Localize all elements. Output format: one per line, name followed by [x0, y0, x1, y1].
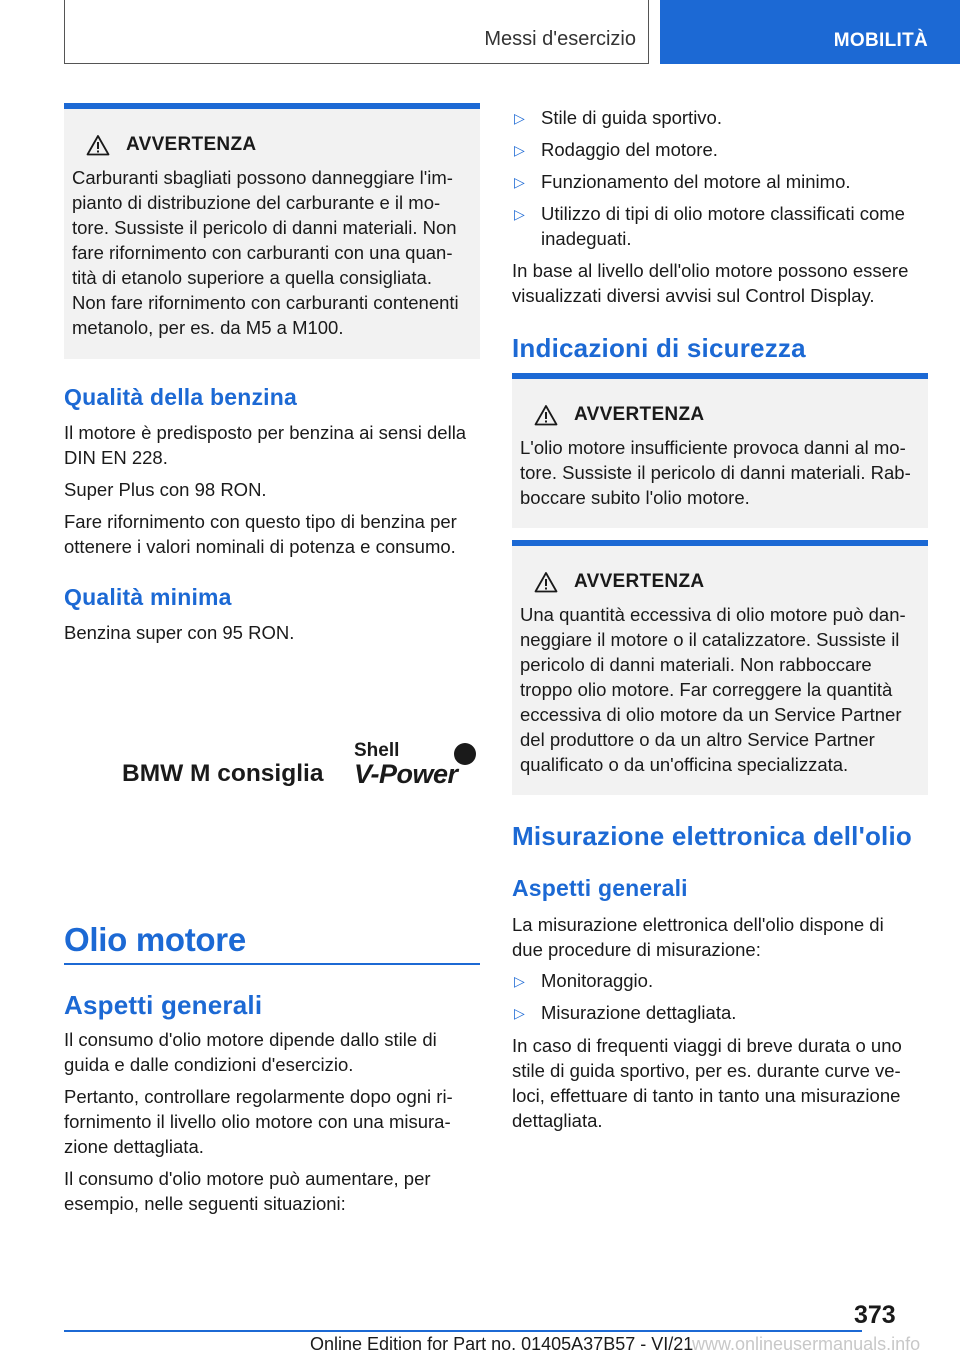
paragraph-refuel-info: Fare rifornimento con questo tipo di benzina per ottenere i valori nominali di potenza e consumo.: [64, 511, 457, 557]
footer-watermark: www.onlineusermanuals.info: [692, 1334, 921, 1354]
warning-text: L'olio motore insufficiente provoca danni al mo- tore. Sussiste il pericolo di danni materiali. Rab- boccare subito l'olio motore.: [520, 437, 911, 508]
bullet-triangle-icon: ▷: [514, 142, 525, 158]
list-item: ▷ Rodaggio del motore.: [512, 137, 928, 162]
bmw-m-shell-logo: [122, 740, 478, 790]
heading-electronic-measurement: Misurazione elettronica dell'olio: [512, 821, 912, 851]
header-section-box: [64, 0, 649, 64]
paragraph-petrol-standard: Il motore è predisposto per benzina ai sensi della DIN EN 228.: [64, 422, 467, 468]
bullet-triangle-icon: ▷: [514, 973, 525, 989]
list-item: ▷ Funzionamento del motore al minimo.: [512, 169, 928, 194]
footer-edition: Online Edition for Part no. 01405A37B57 - VI/21: [310, 1334, 694, 1354]
list-item: ▷ Stile di guida sportivo.: [512, 105, 928, 130]
paragraph-consumption-increase: Il consumo d'olio motore può aumentare, per esempio, nelle seguenti situazioni:: [64, 1168, 431, 1214]
list-item: ▷ Misurazione dettagliata.: [512, 1000, 928, 1025]
paragraph-control-display: In base al livello dell'olio motore possono essere visualizzati diversi avvisi sul Control Display.: [512, 260, 909, 306]
bullet-triangle-icon: ▷: [514, 206, 525, 222]
warning-title: AVVERTENZA: [574, 571, 705, 592]
bullet-triangle-icon: ▷: [514, 110, 525, 126]
warning-box-low-oil: [512, 373, 928, 528]
warning-text: Una quantità eccessiva di olio motore può dan- neggiare il motore o il catalizzatore. Sussiste il pericolo di danni materiali. Non rabboccare troppo olio motore. Far correggere la quantità eccessiva di olio motore da un Service Partner del produttore o da un altro Service Partner qualificato o da un'officina specializzata.: [520, 604, 906, 775]
header-chapter-label: MOBILITÀ: [833, 30, 928, 51]
warning-box-excess-oil: [512, 540, 928, 795]
heading-general-aspects: Aspetti generali: [64, 990, 263, 1020]
bullet-triangle-icon: ▷: [514, 1005, 525, 1021]
header-section-title: Messi d'esercizio: [484, 28, 636, 50]
list-item: ▷ Monitoraggio.: [512, 968, 928, 993]
warning-text: Carburanti sbagliati possono danneggiare l'im- pianto di distribuzione del carburante e il mo- tore. Sussiste il pericolo di danni materiali. Non fare rifornimento con carburanti con una quan- tità di etanolo superiore a quella consigliata. Non fare rifornimento con carburanti contenenti metanolo, per es. da M5 a M100.: [72, 167, 459, 338]
bullet-triangle-icon: ▷: [514, 174, 525, 190]
paragraph-min-quality: Benzina super con 95 RON.: [64, 622, 295, 643]
paragraph-super-plus: Super Plus con 98 RON.: [64, 479, 267, 500]
paragraph-oil-consumption: Il consumo d'olio motore dipende dallo stile di guida e dalle condizioni d'esercizio.: [64, 1029, 437, 1075]
paragraph-check-regularly: Pertanto, controllare regolarmente dopo ogni ri- fornimento il livello olio motore con una misura- zione dettagliata.: [64, 1086, 453, 1157]
heading-general-aspects-2: Aspetti generali: [512, 875, 688, 901]
warning-triangle-icon: [86, 134, 110, 156]
heading-petrol-quality: Qualità della benzina: [64, 384, 297, 410]
chapter-title-engine-oil: Olio motore: [64, 921, 246, 958]
warning-title: AVVERTENZA: [574, 404, 705, 425]
paragraph-measurement-procedures: La misurazione elettronica dell'olio dispone di due procedure di misurazione:: [512, 914, 884, 960]
header-chapter-tab[interactable]: [660, 0, 960, 64]
heading-safety: Indicazioni di sicurezza: [512, 333, 806, 363]
chapter-title-rule: [64, 963, 480, 965]
logo-mark-icon: [454, 743, 476, 765]
logo-vpower-text: V-Power: [354, 759, 458, 789]
list-item: ▷ Utilizzo di tipi di olio motore classificati come inadeguati.: [514, 203, 905, 249]
warning-triangle-icon: [534, 404, 558, 426]
warning-box-fuel: [64, 103, 480, 359]
warning-triangle-icon: [534, 571, 558, 593]
page-number: 373: [854, 1301, 896, 1329]
logo-shell-text: Shell: [354, 740, 400, 761]
footer-rule: [64, 1330, 862, 1332]
warning-title: AVVERTENZA: [126, 134, 257, 155]
paragraph-short-trips: In caso di frequenti viaggi di breve durata o uno stile di guida sportivo, per es. durante curve ve- loci, effettuare di tanto in tanto una misurazione dettagliata.: [512, 1035, 902, 1131]
logo-text: BMW M consiglia: [122, 760, 324, 787]
heading-min-quality: Qualità minima: [64, 584, 232, 610]
